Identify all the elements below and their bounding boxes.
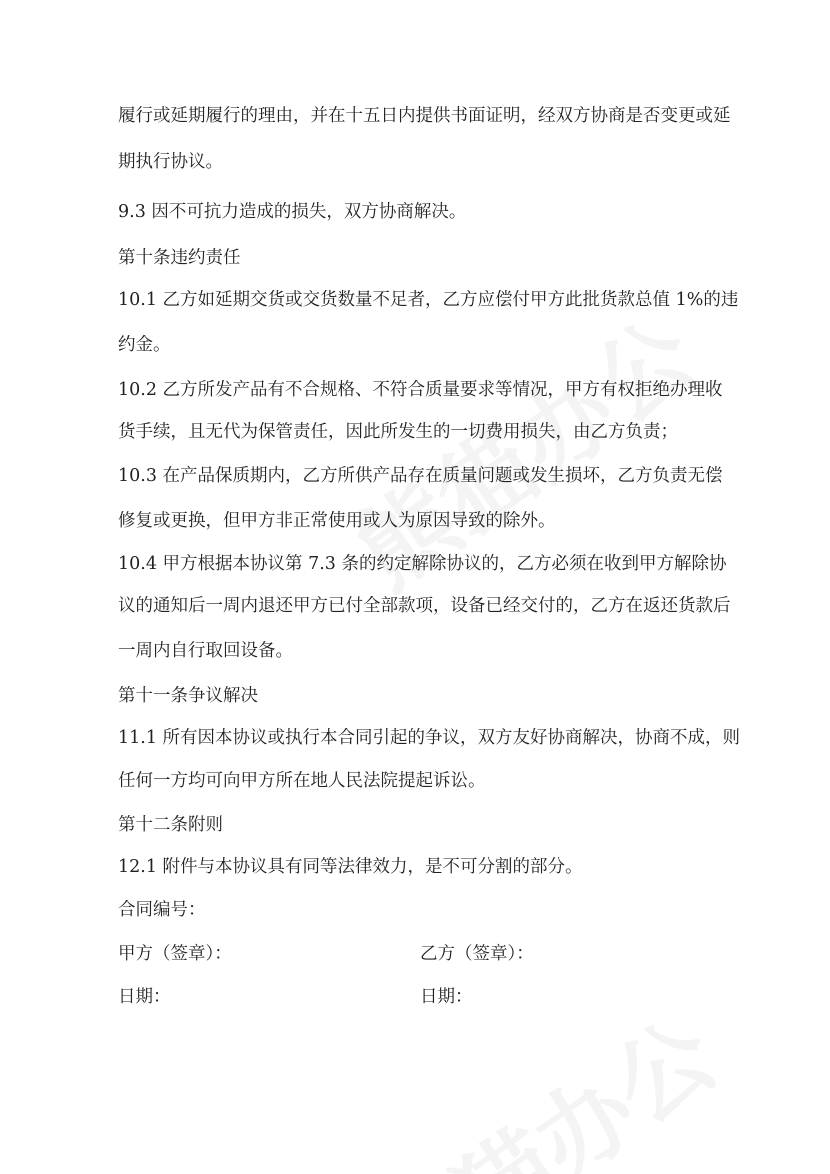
paragraph-line: 10.1 乙方如延期交货或交货数量不足者，乙方应偿付甲方此批货款总值 1%的违 (118, 290, 739, 310)
paragraph-line: 货手续，且无代为保管责任，因此所发生的一切费用损失，由乙方负责； (118, 422, 678, 442)
paragraph-line: 期执行协议。 (118, 152, 223, 172)
paragraph-line: 任何一方均可向甲方所在地人民法院提起诉讼。 (118, 771, 486, 791)
section-heading: 第十二条附则 (118, 815, 223, 835)
paragraph-line: 修复或更换，但甲方非正常使用或人为原因导致的除外。 (118, 511, 556, 531)
party-a-date-label: 日期： (118, 987, 171, 1007)
paragraph-line: 约金。 (118, 335, 171, 355)
section-heading: 第十一条争议解决 (118, 686, 258, 706)
party-a-seal-label: 甲方（签章）： (118, 944, 232, 964)
contract-number-label: 合同编号： (118, 900, 206, 920)
paragraph-line: 一周内自行取回设备。 (118, 641, 293, 661)
paragraph-line: 10.4 甲方根据本协议第 7.3 条的约定解除协议的，乙方必须在收到甲方解除协 (118, 554, 727, 574)
paragraph-line: 11.1 所有因本协议或执行本合同引起的争议，双方友好协商解决，协商不成，则 (118, 728, 741, 748)
watermark (345, 982, 738, 1174)
paragraph-line: 12.1 附件与本协议具有同等法律效力，是不可分割的部分。 (118, 857, 583, 877)
paragraph-line: 9.3 因不可抗力造成的损失，双方协商解决。 (118, 202, 467, 222)
paragraph-line: 10.3 在产品保质期内，乙方所供产品存在质量问题或发生损坏，乙方负责无偿 (118, 466, 723, 486)
paragraph-line: 议的通知后一周内退还甲方已付全部款项，设备已经交付的，乙方在返还货款后 (118, 596, 731, 616)
paragraph-line: 履行或延期履行的理由，并在十五日内提供书面证明，经双方协商是否变更或延 (118, 106, 731, 126)
party-b-date-label: 日期： (420, 987, 473, 1007)
party-b-seal-label: 乙方（签章）： (420, 944, 534, 964)
section-heading: 第十条违约责任 (118, 248, 241, 268)
paragraph-line: 10.2 乙方所发产品有不合规格、不符合质量要求等情况，甲方有权拒绝办理收 (118, 380, 723, 400)
